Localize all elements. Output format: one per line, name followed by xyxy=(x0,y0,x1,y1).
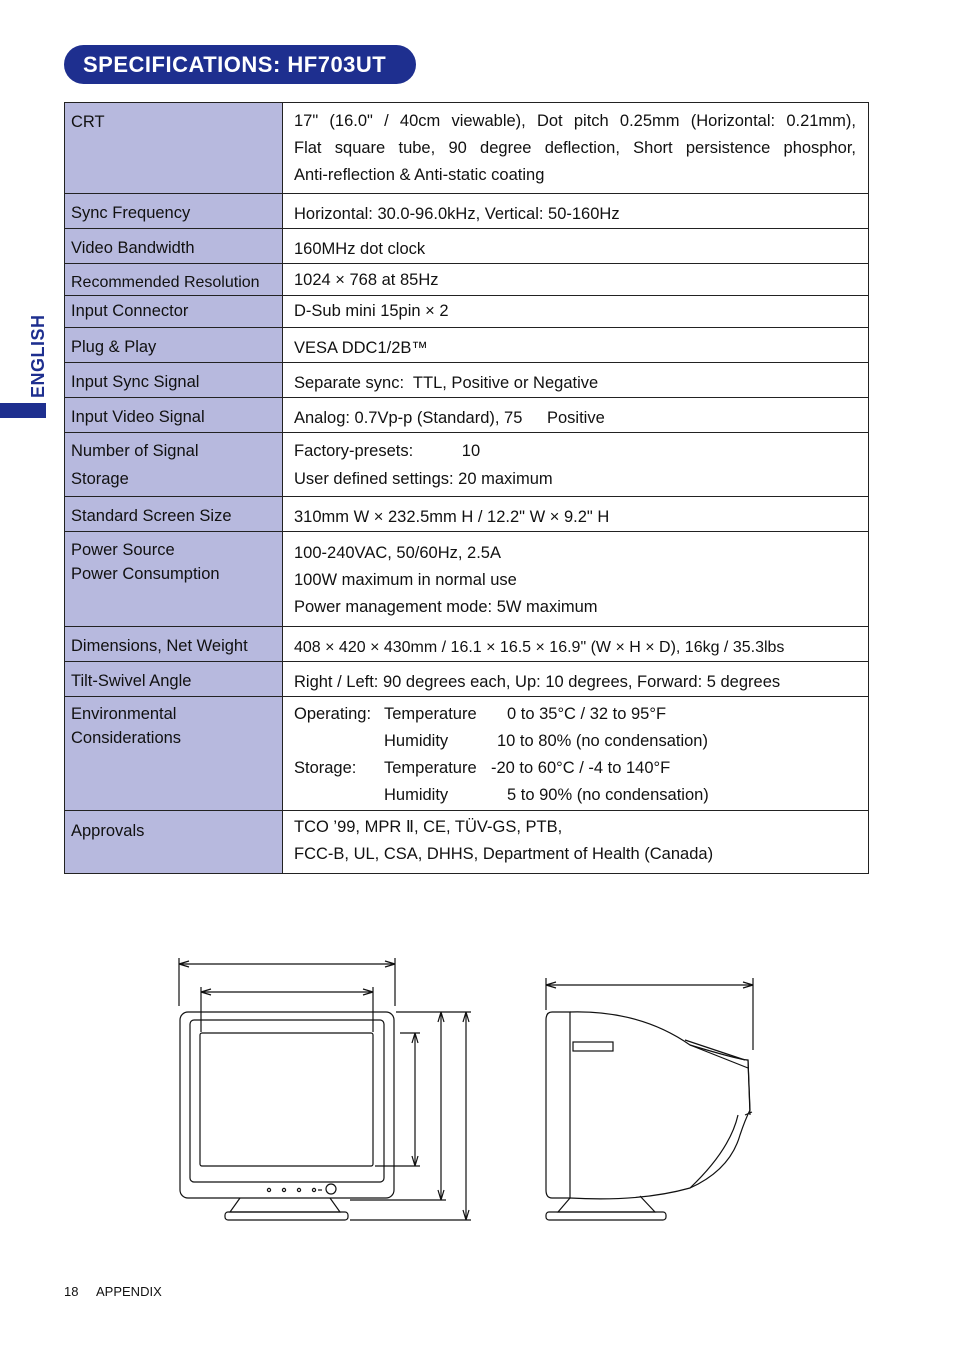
spec-label-plug-play: Plug & Play xyxy=(65,328,283,363)
spec-label-approvals: Approvals xyxy=(65,811,283,874)
spec-value-input-video-signal xyxy=(283,398,869,433)
page-number: 18 xyxy=(64,1284,79,1299)
spec-value-power xyxy=(283,532,869,627)
env-temperature-label: Temperature xyxy=(384,705,477,723)
input-video-signal-analog: Analog: 0.7Vp-p (Standard), 75 xyxy=(294,409,523,427)
monitor-side-view-drawing xyxy=(546,978,753,1220)
spec-label-tilt-swivel: Tilt-Swivel Angle xyxy=(65,662,283,697)
env-operating-hum-value: 10 to 80% (no condensation) xyxy=(497,732,708,750)
env-storage-temperature xyxy=(294,755,856,782)
spec-value-tilt-swivel: Right / Left: 90 degrees each, Up: 10 degrees, Forward: 5 degrees xyxy=(283,662,869,697)
spec-row-approvals xyxy=(65,811,869,874)
environmental-label-line-2: Considerations xyxy=(71,729,182,747)
spec-label-environmental xyxy=(65,697,283,811)
spec-row-input-sync-signal xyxy=(65,363,869,398)
spec-label-power xyxy=(65,532,283,627)
spec-row-tilt-swivel xyxy=(65,662,869,697)
specifications-table xyxy=(64,102,869,874)
env-humidity-label: Humidity xyxy=(384,732,449,750)
crt-line-1: 17" (16.0" / 40cm viewable), Dot pitch 0.25mm (Horizontal: 0.21mm), xyxy=(294,112,856,130)
spec-row-crt xyxy=(65,103,869,194)
env-spacer-2 xyxy=(294,782,384,809)
spec-row-dimensions xyxy=(65,627,869,662)
env-operating-temp-value: 0 to 35°C / 32 to 95°F xyxy=(507,705,667,723)
environmental-label-line-1: Environmental xyxy=(71,705,177,723)
spec-label-screen-size: Standard Screen Size xyxy=(65,497,283,532)
power-line-3: Power management mode: 5W maximum xyxy=(294,598,598,616)
spec-value-environmental xyxy=(283,697,869,811)
spec-row-sync-frequency xyxy=(65,194,869,229)
spec-value-input-sync-signal: Separate sync: TTL, Positive or Negative xyxy=(283,363,869,398)
spec-label-crt: CRT xyxy=(65,103,283,194)
page-title: SPECIFICATIONS: HF703UT xyxy=(64,45,416,84)
crt-line-3: Anti-reflection & Anti-static coating xyxy=(294,166,545,184)
spec-row-environmental xyxy=(65,697,869,811)
spec-row-plug-play xyxy=(65,328,869,363)
monitor-dimension-drawing xyxy=(170,950,770,1230)
spec-value-recommended-resolution: 1024 × 768 at 85Hz xyxy=(283,264,869,296)
monitor-front-view-drawing xyxy=(179,958,471,1220)
spec-row-power xyxy=(65,532,869,627)
spec-value-sync-frequency: Horizontal: 30.0-96.0kHz, Vertical: 50-160Hz xyxy=(283,194,869,229)
env-operating-label: Operating: xyxy=(294,705,372,723)
spec-row-video-bandwidth xyxy=(65,229,869,264)
spec-label-dimensions: Dimensions, Net Weight xyxy=(65,627,283,662)
power-label-line-1: Power Source xyxy=(71,541,175,559)
spec-value-plug-play: VESA DDC1/2B™ xyxy=(283,328,869,363)
spec-label-signal-storage xyxy=(65,433,283,497)
env-storage-temp-value: -20 to 60°C / -4 to 140°F xyxy=(491,759,671,777)
footer-section: APPENDIX xyxy=(96,1284,162,1299)
spec-value-screen-size: 310mm W × 232.5mm H / 12.2" W × 9.2" H xyxy=(283,497,869,532)
env-humidity-label-2: Humidity xyxy=(384,786,449,804)
env-storage-humidity xyxy=(294,782,856,809)
spec-label-input-sync-signal: Input Sync Signal xyxy=(65,363,283,398)
spec-value-signal-storage xyxy=(283,433,869,497)
spec-row-recommended-resolution xyxy=(65,264,869,296)
spec-value-input-connector: D-Sub mini 15pin × 2 xyxy=(283,296,869,328)
spec-row-signal-storage xyxy=(65,433,869,497)
power-line-2: 100W maximum in normal use xyxy=(294,571,517,589)
env-operating-temperature xyxy=(294,701,856,728)
power-label-line-2: Power Consumption xyxy=(71,565,220,583)
spec-label-input-connector: Input Connector xyxy=(65,296,283,328)
env-storage-label: Storage: xyxy=(294,759,357,777)
spec-label-sync-frequency: Sync Frequency xyxy=(65,194,283,229)
env-temperature-label-2: Temperature xyxy=(384,759,477,777)
spec-row-screen-size xyxy=(65,497,869,532)
spec-value-video-bandwidth: 160MHz dot clock xyxy=(283,229,869,264)
env-spacer xyxy=(294,728,384,755)
env-operating-humidity xyxy=(294,728,856,755)
signal-storage-label-line-1: Number of Signal xyxy=(71,442,199,460)
spec-label-recommended-resolution: Recommended Resolution xyxy=(65,264,283,296)
env-storage-hum-value: 5 to 90% (no condensation) xyxy=(507,786,709,804)
crt-line-2: Flat square tube, 90 degree deflection, Short persistence phosphor, xyxy=(294,139,856,157)
power-line-1: 100-240VAC, 50/60Hz, 2.5A xyxy=(294,544,501,562)
spec-label-input-video-signal: Input Video Signal xyxy=(65,398,283,433)
spec-value-crt xyxy=(283,103,869,194)
factory-presets-value: 10 xyxy=(461,442,481,460)
spec-value-dimensions: 408 × 420 × 430mm / 16.1 × 16.5 × 16.9" (W × H × D), 16kg / 35.3lbs xyxy=(283,627,869,662)
spec-row-input-video-signal xyxy=(65,398,869,433)
factory-presets-line xyxy=(294,437,856,465)
factory-presets-label: Factory-presets: xyxy=(294,442,414,460)
spec-value-approvals xyxy=(283,811,869,874)
input-video-signal-polarity: Positive xyxy=(547,409,605,427)
user-settings-line: User defined settings: 20 maximum xyxy=(294,470,553,488)
spec-label-video-bandwidth: Video Bandwidth xyxy=(65,229,283,264)
spec-row-input-connector xyxy=(65,296,869,328)
approvals-line-2: FCC-B, UL, CSA, DHHS, Department of Health (Canada) xyxy=(294,845,714,863)
language-label: ENGLISH xyxy=(28,314,48,398)
signal-storage-label-line-2: Storage xyxy=(71,470,129,488)
approvals-line-1: TCO ’99, MPR Ⅱ, CE, TÜV-GS, PTB, xyxy=(294,818,563,836)
language-tab-marker xyxy=(0,403,46,418)
